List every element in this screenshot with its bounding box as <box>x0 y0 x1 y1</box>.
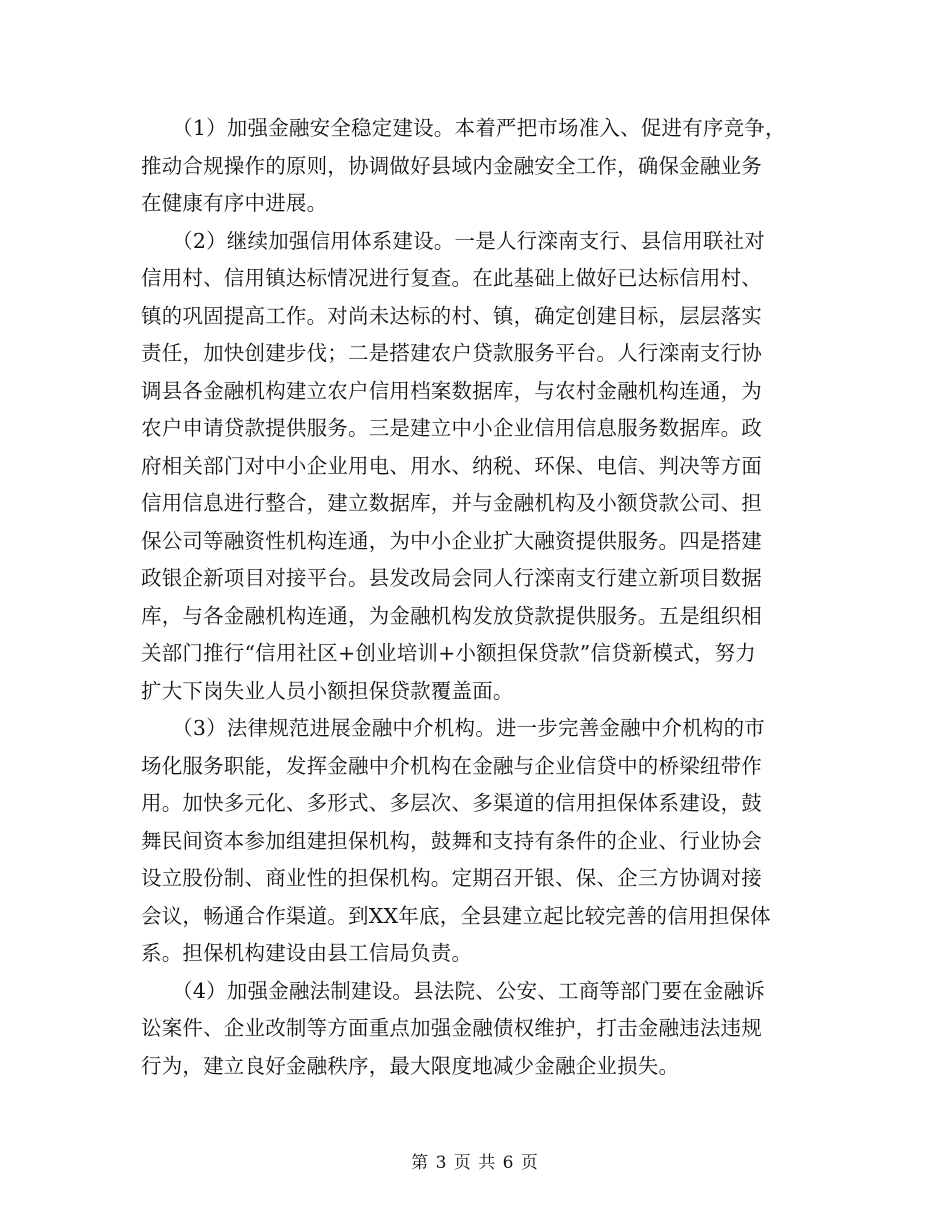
page-number-footer: 第 3 页 共 6 页 <box>411 1153 539 1173</box>
text-line: 讼案件、企业改制等方面重点加强金融债权维护，打击金融违法违规 <box>141 1016 762 1040</box>
text-line: 库，与各金融机构连通，为金融机构发放贷款提供服务。五是组织相 <box>141 603 762 628</box>
text-line: 农户申请贷款提供服务。三是建立中小企业信用信息服务数据库。政 <box>141 416 762 440</box>
text-line: （4）加强金融法制建设。县法院、公安、工商等部门要在金融诉 <box>141 978 765 1003</box>
text-line: 镇的巩固提高工作。对尚未达标的村、镇，确定创建目标，层层落实 <box>141 303 762 328</box>
text-line: 系。担保机构建设由县工信局负责。 <box>141 941 473 965</box>
text-line: 场化服务职能，发挥金融中介机构在金融与企业信贷中的桥梁纽带作 <box>141 753 762 778</box>
text-line: 关部门推行“信用社区+创业培训+小额担保贷款”信贷新模式，努力 <box>141 641 757 665</box>
text-line: 推动合规操作的原则，协调做好县域内金融安全工作，确保金融业务 <box>141 153 762 178</box>
document-body <box>141 110 821 1085</box>
text-line: 政银企新项目对接平台。县发改局会同人行滦南支行建立新项目数据 <box>141 566 762 590</box>
text-line: 舞民间资本参加组建担保机构，鼓舞和支持有条件的企业、行业协会 <box>141 828 762 853</box>
text-line: （3）法律规范进展金融中介机构。进一步完善金融中介机构的市 <box>141 716 765 740</box>
text-line: 会议，畅通合作渠道。到XX年底，全县建立起比较完善的信用担保体 <box>141 903 771 928</box>
text-line: 设立股份制、商业性的担保机构。定期召开银、保、企三方协调对接 <box>141 866 762 890</box>
text-line: 府相关部门对中小企业用电、用水、纳税、环保、电信、判决等方面 <box>141 453 762 478</box>
text-line: 扩大下岗失业人员小额担保贷款覆盖面。 <box>141 678 514 703</box>
text-line: 用。加快多元化、多形式、多层次、多渠道的信用担保体系建设，鼓 <box>141 791 762 815</box>
text-line: （2）继续加强信用体系建设。一是人行滦南支行、县信用联社对 <box>141 228 765 253</box>
text-line: 调县各金融机构建立农户信用档案数据库，与农村金融机构连通，为 <box>141 378 762 403</box>
text-line: 信用信息进行整合，建立数据库，并与金融机构及小额贷款公司、担 <box>141 491 762 515</box>
text-line: 保公司等融资性机构连通，为中小企业扩大融资提供服务。四是搭建 <box>141 528 762 553</box>
text-line: 信用村、信用镇达标情况进行复查。在此基础上做好已达标信用村、 <box>141 266 762 290</box>
text-line: 行为，建立良好金融秩序，最大限度地减少金融企业损失。 <box>141 1053 680 1078</box>
text-line: 在健康有序中进展。 <box>141 191 328 215</box>
text-line: 责任，加快创建步伐；二是搭建农户贷款服务平台。人行滦南支行协 <box>141 341 762 365</box>
text-line: （1）加强金融安全稳定建设。本着严把市场准入、促进有序竞争， <box>141 116 786 140</box>
